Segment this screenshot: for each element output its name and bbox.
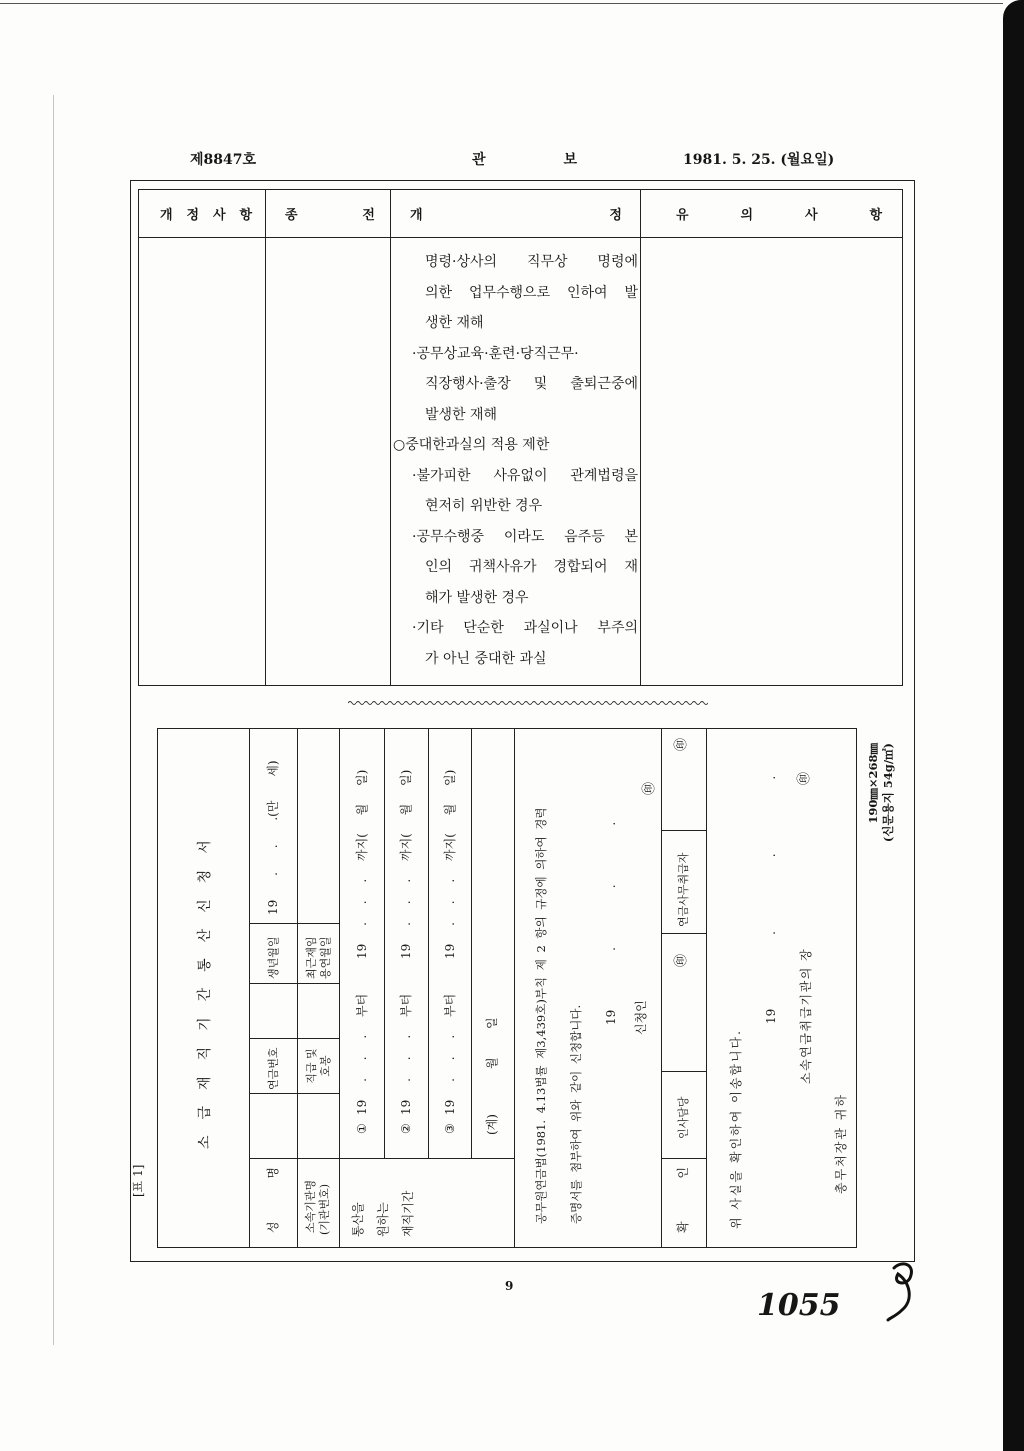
- form-rule: [661, 830, 706, 831]
- table-rule: [138, 237, 903, 238]
- form-rule: [249, 923, 339, 924]
- hr-officer-label: 인사담당: [677, 1096, 690, 1139]
- text-line: 직장행사·출장 및 출퇴근중에: [425, 376, 638, 392]
- period-number: ③: [443, 1123, 457, 1134]
- form-rule: [661, 933, 706, 934]
- form-rule: [661, 729, 662, 1247]
- publication-date: 1981. 5. 25. (월요일): [683, 152, 835, 168]
- reappointment-date-label: 최근재임용연월일: [305, 936, 332, 979]
- transfer-date: 19 . . .: [764, 775, 778, 1024]
- application-statement: 공무원연금법(1981. 4.13법률 제3,439호)부칙 제 2 항의 규정에 의하여 경력: [534, 807, 548, 1224]
- seal-mark: ㊞: [642, 781, 657, 795]
- text-line: 명령·상사의 직무상 명령에: [425, 254, 638, 270]
- agency-label: (기관번호): [318, 1183, 331, 1235]
- pension-number-label: 연금번호: [267, 1047, 280, 1090]
- form-rule: [428, 729, 429, 1159]
- form-rule: [249, 1093, 339, 1094]
- table-rule: [390, 189, 391, 686]
- text-line: ·공무수행중 이라도 음주등 본: [412, 528, 638, 545]
- column-header: [160, 189, 252, 237]
- paper-size: 190㎜×268㎜: [866, 743, 880, 824]
- text-line: 인의 귀책사유가 경합되어 재: [425, 559, 638, 575]
- period-total-label: (계): [485, 1114, 499, 1135]
- paper-type: (신문용지 54g/㎡): [881, 743, 895, 843]
- revised-text-column: [392, 247, 640, 674]
- text-line: ·공무상교육·훈련·당직근무·: [412, 345, 579, 362]
- publication-title: 관 보: [472, 152, 577, 168]
- table-rule: [265, 189, 266, 686]
- handwritten-mark: [880, 1258, 920, 1324]
- form-rule: [339, 729, 340, 1247]
- application-date: 19 . . .: [604, 821, 618, 1025]
- form-rule: [661, 1158, 706, 1159]
- text-line: 발생한 재해: [425, 406, 498, 423]
- column-header: [285, 189, 375, 237]
- column-header: [410, 189, 622, 237]
- birth-date-value: 19 . . .(만 세): [266, 760, 280, 915]
- paper-spec: [866, 743, 898, 873]
- form-rule: [706, 729, 707, 1247]
- agency-label: 소속기관명: [304, 1179, 317, 1233]
- wavy-separator: [348, 698, 708, 708]
- service-period-label: 통산을: [351, 1202, 365, 1237]
- column-header-label: 개 정 사 항: [160, 207, 252, 223]
- scan-edge-line: [0, 3, 1003, 4]
- addressee: 총무처장관 귀하: [834, 1093, 848, 1194]
- period-to: 19 . . . 까지( 월 일): [355, 769, 369, 959]
- form-rule: [471, 729, 472, 1159]
- name-label: 성 명: [266, 1167, 280, 1233]
- table-rule: [640, 189, 641, 686]
- period-total-day: 일: [485, 1017, 499, 1029]
- issue-number: 제8847호: [190, 152, 257, 168]
- text-line: 의한 업무수행으로 인하여 발: [425, 284, 638, 301]
- period-total-month: 월: [485, 1057, 499, 1069]
- scan-edge-line: [53, 95, 54, 1345]
- service-period-label: 재직기간: [401, 1190, 415, 1237]
- period-number: ①: [355, 1123, 369, 1134]
- period-to: 19 . . . 까지( 월 일): [443, 769, 457, 959]
- period-to: 19 . . . 까지( 월 일): [399, 769, 413, 959]
- birth-date-label: 생년월일: [267, 936, 280, 979]
- table-label: [표 1]: [131, 1164, 145, 1197]
- form-rule: [249, 1038, 339, 1039]
- scan-edge-shadow: [1003, 0, 1024, 1451]
- seal-mark: ㊞: [797, 771, 812, 785]
- period-from: 19 . . . 부터: [355, 993, 369, 1115]
- column-header: [676, 189, 882, 237]
- confirmation-label: 확 인: [676, 1167, 690, 1233]
- form-rule: [384, 729, 385, 1159]
- text-line: 생한 재해: [425, 315, 484, 331]
- text-line: 해가 발생한 경우: [425, 589, 529, 606]
- text-line: ○중대한과실의 적용 제한: [393, 437, 550, 453]
- applicant-label: 신청인: [634, 1000, 648, 1035]
- form-title: 소급재직기간통산신청서: [197, 824, 213, 1149]
- form-rule: [297, 729, 298, 1247]
- service-period-label: 원하는: [376, 1202, 390, 1237]
- seal-mark: ㊞: [674, 953, 689, 967]
- handwritten-number: 1055: [757, 1288, 841, 1323]
- seal-mark: ㊞: [674, 737, 689, 751]
- text-line: 현저히 위반한 경우: [425, 498, 543, 514]
- text-line: ·기타 단순한 과실이나 부주의: [412, 620, 638, 636]
- form-rule: [249, 983, 339, 984]
- rank-label: 직급 및 호봉: [305, 1048, 332, 1084]
- form-rule: [661, 1071, 706, 1072]
- application-statement: 증명서를 첨부하여 위와 같이 신청합니다.: [569, 1004, 583, 1224]
- application-form: [131, 728, 857, 1248]
- text-line: ·불가피한 사유없이 관계법령을: [412, 467, 638, 484]
- column-header-label: 유 의 사 항: [676, 207, 882, 223]
- column-header-label: 종 전: [285, 207, 375, 223]
- text-line: 가 아닌 중대한 과실: [425, 650, 547, 667]
- period-from: 19 . . . 부터: [443, 993, 457, 1115]
- period-number: ②: [399, 1123, 413, 1134]
- transfer-statement: 위 사실을 확인하여 이송합니다.: [729, 1029, 743, 1229]
- form-rule: [249, 1158, 514, 1159]
- form-rule: [514, 729, 515, 1247]
- column-header-label: 개 정: [410, 207, 622, 223]
- pension-clerk-label: 연금사무취급자: [677, 852, 690, 927]
- form-rule: [249, 729, 250, 1247]
- page-number: 9: [505, 1279, 514, 1293]
- sender-label: 소속연금취급기관의 장: [799, 947, 813, 1084]
- period-from: 19 . . . 부터: [399, 993, 413, 1115]
